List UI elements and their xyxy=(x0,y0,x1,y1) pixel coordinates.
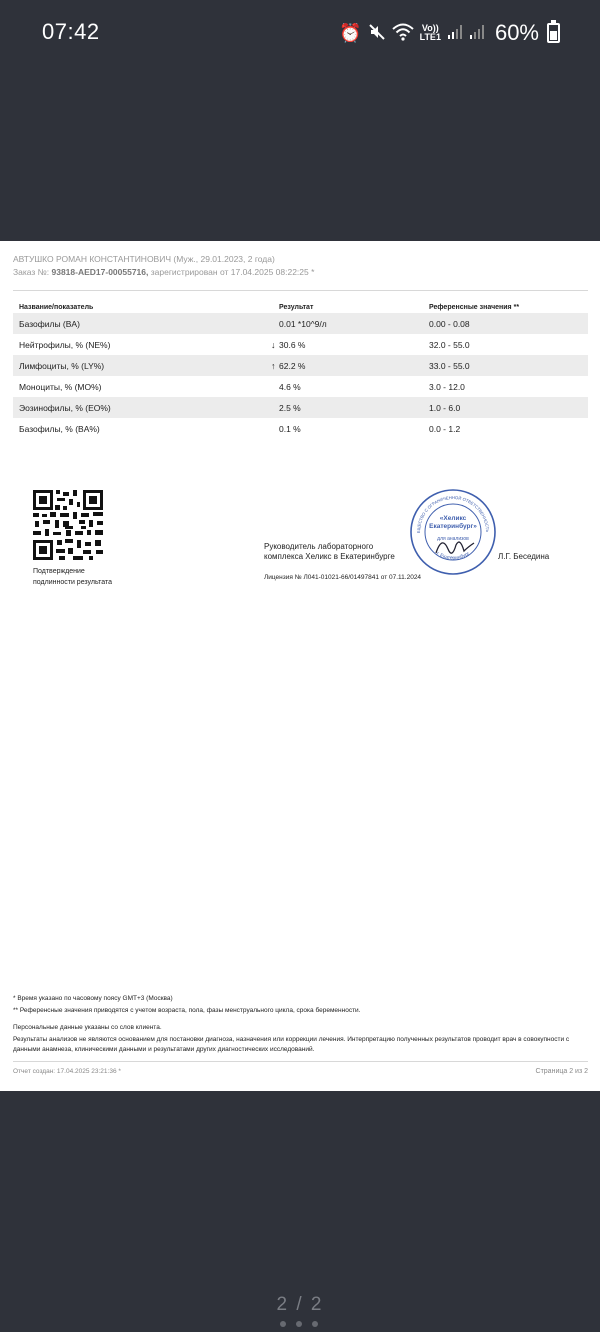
dot xyxy=(312,1321,318,1327)
svg-text:Екатеринбург»: Екатеринбург» xyxy=(429,523,477,530)
mute-icon xyxy=(368,23,386,44)
clock: 07:42 xyxy=(42,19,100,44)
order-info: Заказ №: 93818-AED17-00055716, зарегистрирован от 17.04.2025 08:22:25 * xyxy=(13,267,315,277)
order-number: 93818-AED17-00055716, xyxy=(51,267,149,277)
arrow-down-icon: ↓ xyxy=(271,340,276,350)
divider xyxy=(13,290,588,291)
header-result: Результат xyxy=(279,304,314,311)
header-name: Название/показатель xyxy=(19,304,94,311)
signal-icon-1 xyxy=(447,24,463,43)
volte-icon: Vo)) LTE1 xyxy=(419,23,441,42)
header-reference: Референсные значения ** xyxy=(429,304,520,311)
divider xyxy=(13,1061,588,1062)
signal-icon-2 xyxy=(469,24,485,43)
table-row: Базофилы, % (BA%) 0.1 % 0.0 - 1.2 xyxy=(19,424,461,434)
dot xyxy=(296,1321,302,1327)
table-row: Нейтрофилы, % (NE%) ↓ 30.6 % 32.0 - 55.0 xyxy=(19,340,470,350)
report-page[interactable] xyxy=(0,241,600,1091)
signature xyxy=(436,542,474,553)
svg-text:ОБЩЕСТВО С ОГРАНИЧЕННОЙ ОТВЕТС: БЩЕСТВО С ОГРАНИЧЕННОЙ ОТВЕТСТВЕННОСТЬ xyxy=(415,494,491,534)
note-personal-data: Персональные данные указаны со слов клиента. xyxy=(13,1024,162,1031)
alarm-icon: ⏰ xyxy=(339,23,362,43)
page-indicator: 2 / 2 xyxy=(276,1294,324,1315)
table-row: Лимфоциты, % (LY%) ↑ 62.2 % 33.0 - 55.0 xyxy=(13,355,588,376)
note-reference: ** Референсные значения приводятся с учетом возраста, пола, фазы менструального цикла, срока беременности. xyxy=(13,1007,361,1014)
note-timezone: * Время указано по часовому поясу GMT+3 (Москва) xyxy=(13,995,173,1002)
patient-info: АВТУШКО РОМАН КОНСТАНТИНОВИЧ (Муж., 29.01.2023, 2 года) xyxy=(13,254,275,264)
signatory-name: Л.Г. Беседина xyxy=(498,552,550,561)
svg-text:г. Екатеринбург: г. Екатеринбург xyxy=(435,550,471,562)
wifi-icon xyxy=(392,23,414,44)
note-disclaimer: Результаты анализов не являются основанием для постановки диагноза, назначения или коррекции лечения. Интерпретацию полученных результатов проводит врач в совокупности с данными анамнеза, клиническими данными и результатами других диагностических исследований. xyxy=(13,1036,570,1053)
more-options-icon[interactable] xyxy=(280,1321,318,1327)
status-icons xyxy=(339,18,560,48)
page-number: Страница 2 из 2 xyxy=(535,1068,588,1075)
svg-text:для анализов: для анализов xyxy=(437,536,469,542)
table-row: Базофилы (BA) 0.01 *10^9/л 0.00 - 0.08 xyxy=(13,313,588,334)
license-info: Лицензия № Л041-01021-66/01497841 от 07.11.2024 xyxy=(264,574,422,581)
status-bar xyxy=(0,0,600,66)
table-row: Моноциты, % (MO%) 4.6 % 3.0 - 12.0 xyxy=(19,382,465,392)
svg-text:«Хеликс: «Хеликс xyxy=(439,515,467,522)
table-row: Эозинофилы, % (EO%) 2.5 % 1.0 - 6.0 xyxy=(13,397,588,418)
arrow-up-icon: ↑ xyxy=(271,361,276,371)
lab-stamp xyxy=(408,487,498,577)
signatory-title: Руководитель лабораторного комплекса Хеликс в Екатеринбурге xyxy=(264,542,395,561)
report-created: Отчет создан: 17.04.2025 23:21:36 * xyxy=(13,1068,121,1075)
dot xyxy=(280,1321,286,1327)
battery-icon xyxy=(547,23,560,43)
qr-code[interactable] xyxy=(33,490,103,560)
qr-caption: Подтверждение подлинности результата xyxy=(33,568,112,586)
battery-percentage: 60% xyxy=(494,20,539,45)
